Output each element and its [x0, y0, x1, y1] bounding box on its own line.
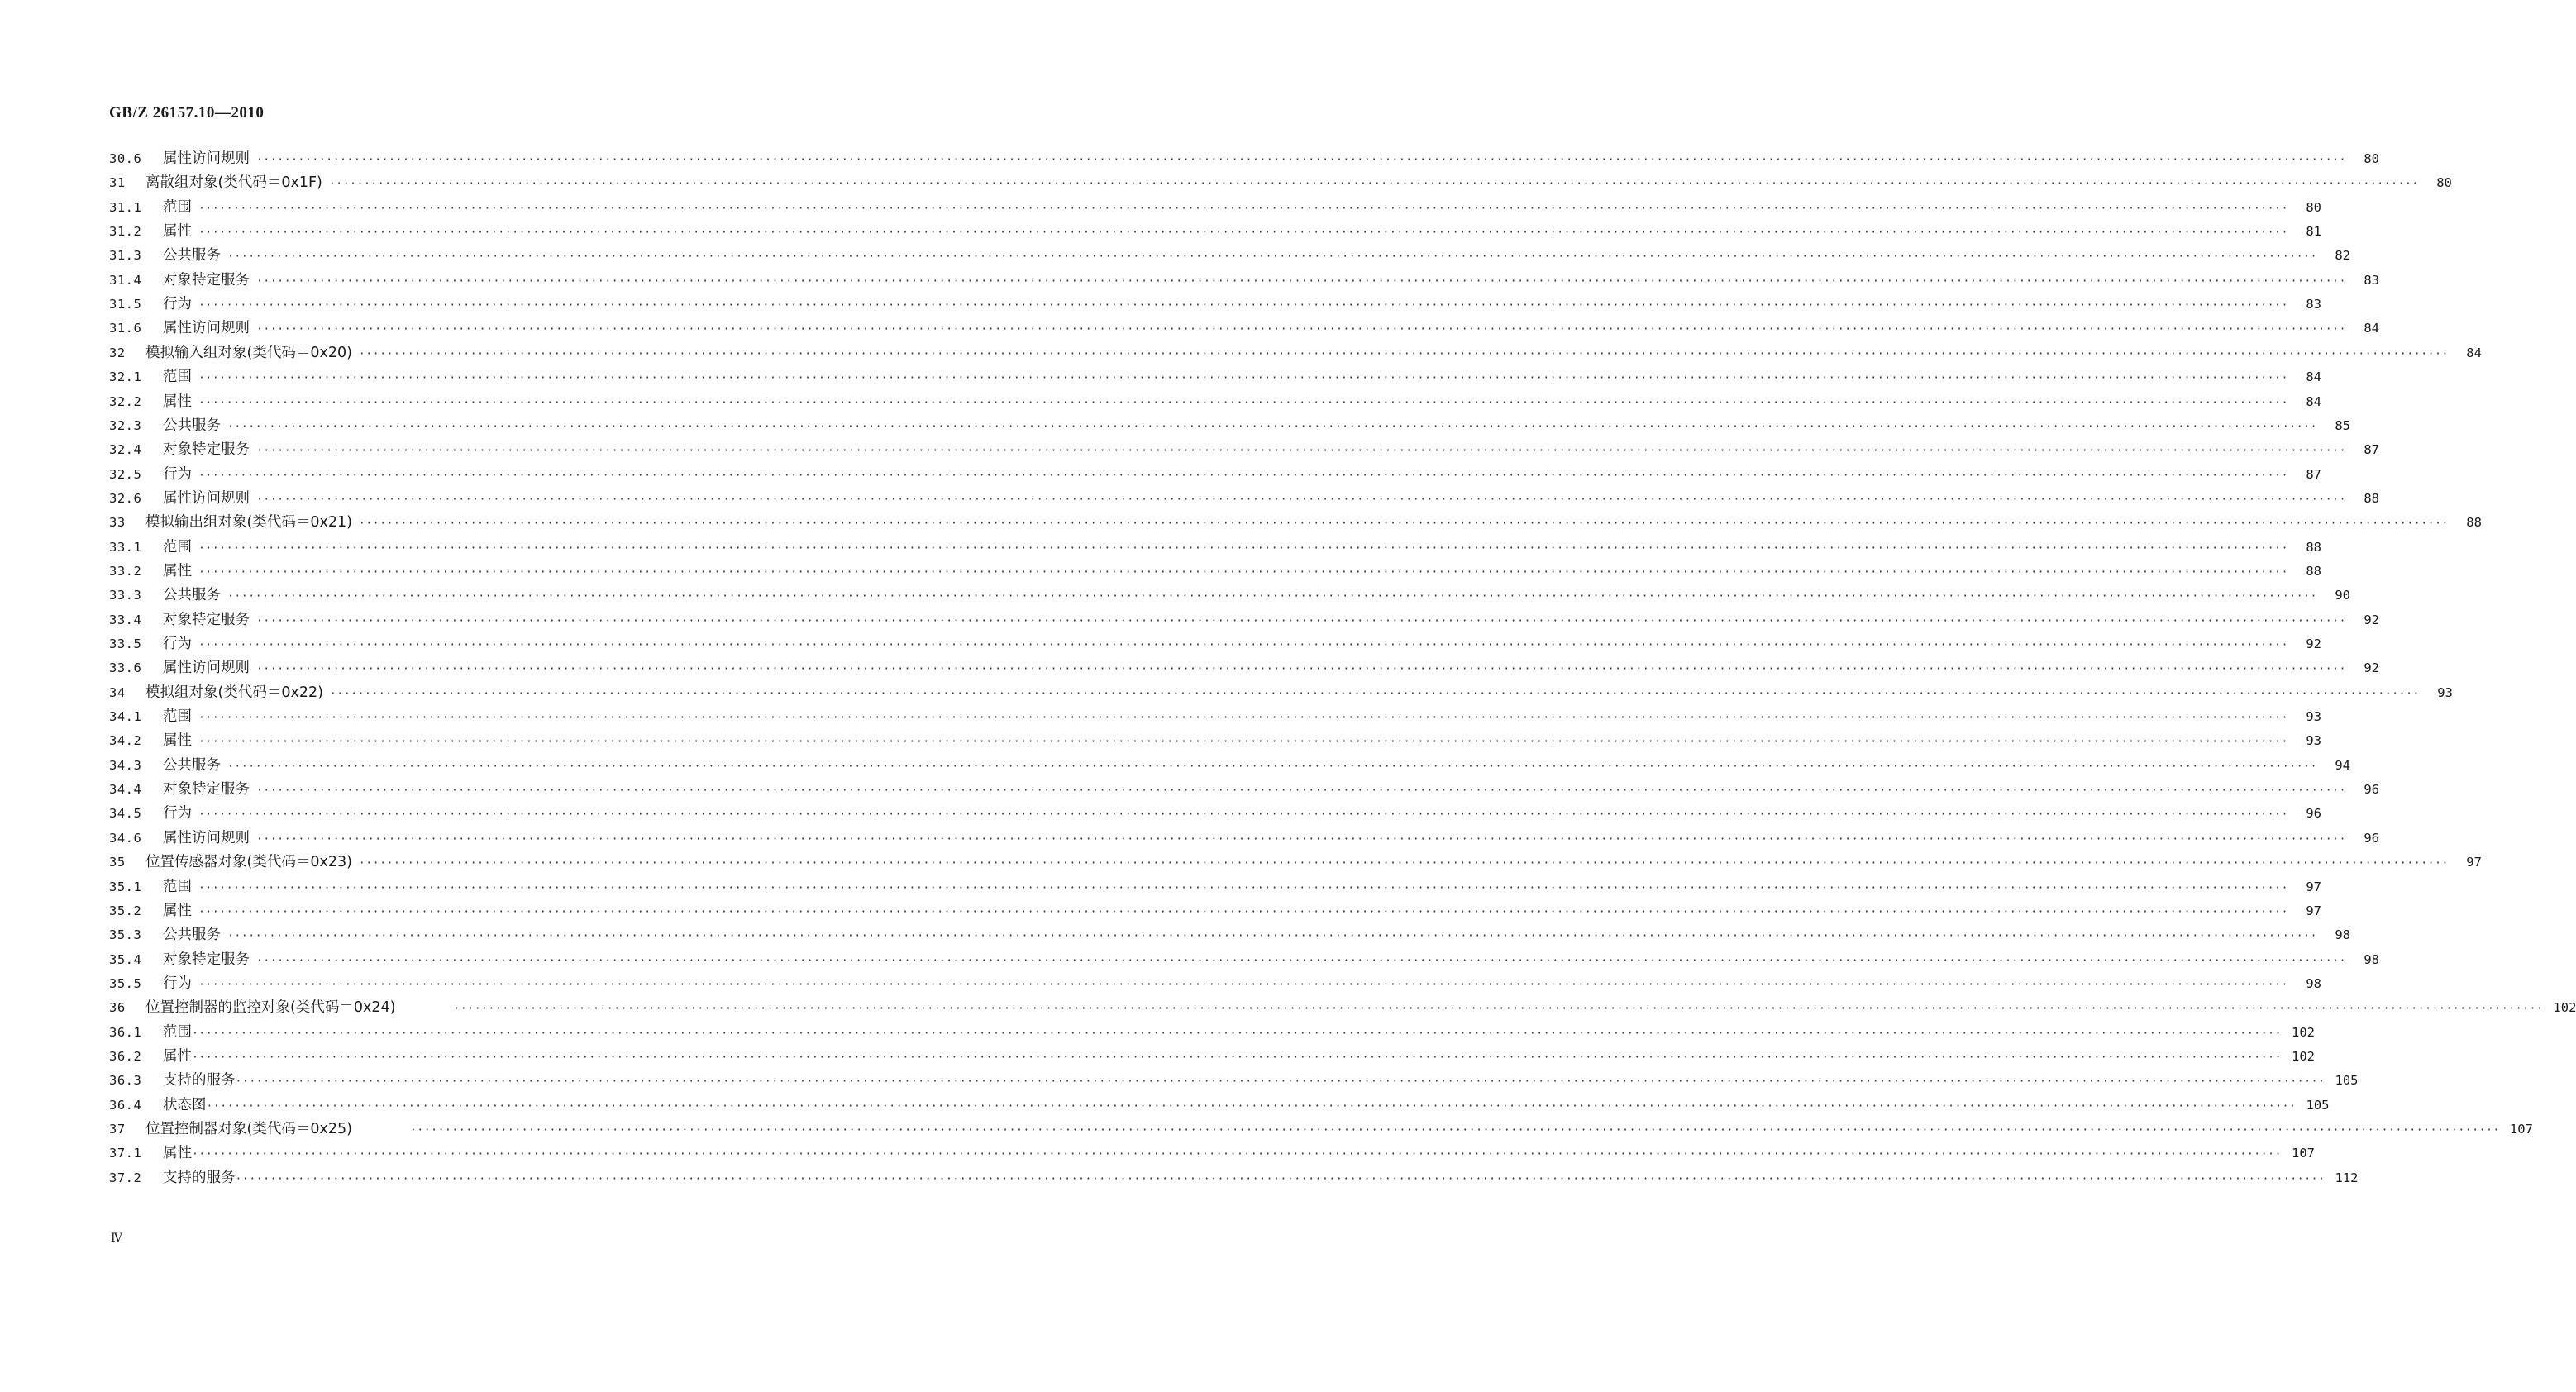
toc-dot-leader: ············································································································································································································································································································ — [192, 1027, 2282, 1040]
toc-entry-number: 34 — [109, 684, 126, 700]
toc-entry[interactable] — [109, 294, 2321, 314]
toc-entry-number: 34.1 — [109, 709, 142, 725]
toc-dot-leader: ············································································································································································································································································································ — [256, 493, 2346, 506]
toc-entry-title: 行为 — [163, 805, 192, 822]
toc-entry-number: 33.2 — [109, 563, 142, 579]
toc-entry-number: 34.5 — [109, 806, 142, 822]
toc-entry-number: 35.5 — [109, 975, 142, 991]
toc-entry[interactable] — [109, 683, 2453, 703]
toc-entry-title: 行为 — [163, 465, 192, 483]
toc-entry-title: 支持的服务 — [163, 1169, 236, 1186]
toc-dot-leader: ············································································································································································································································································································ — [256, 832, 2346, 846]
toc-entry-number: 33.6 — [109, 660, 142, 676]
toc-dot-leader: ············································································································································································································································································································ — [227, 590, 2317, 603]
toc-dot-leader: ············································································································································································································································································································ — [198, 469, 2288, 482]
toc-entry-title: 行为 — [163, 636, 192, 652]
toc-entry[interactable] — [109, 828, 2379, 848]
toc-entry[interactable] — [109, 198, 2321, 217]
toc-dot-leader: ············································································································································································································································································································ — [329, 687, 2420, 700]
toc-entry-page: 80 — [2436, 175, 2452, 191]
toc-entry-page: 93 — [2437, 684, 2453, 700]
toc-entry-title: 对象特定服务 — [163, 271, 250, 288]
toc-entry-number: 35.3 — [109, 927, 142, 943]
toc-entry-title: 对象特定服务 — [163, 951, 250, 968]
toc-entry-page: 93 — [2306, 733, 2321, 749]
toc-entry-page: 84 — [2306, 393, 2321, 409]
toc-dot-leader: ············································································································································································································································································································ — [198, 202, 2288, 215]
toc-entry-number: 32.1 — [109, 369, 142, 385]
toc-entry-title: 属性访问规则 — [163, 829, 250, 846]
toc-entry-number: 31.5 — [109, 297, 142, 312]
toc-dot-leader: ············································································································································································································································································································ — [198, 978, 2288, 991]
toc-entry-page: 98 — [2335, 927, 2350, 943]
toc-entry-title: 对象特定服务 — [163, 441, 250, 459]
toc-entry-page: 81 — [2306, 224, 2321, 240]
toc-dot-leader: ············································································································································································································································································································ — [256, 614, 2346, 627]
toc-entry-number: 36.3 — [109, 1073, 142, 1089]
toc-entry-page: 90 — [2335, 588, 2350, 603]
toc-entry[interactable] — [109, 658, 2379, 678]
toc-dot-leader: ············································································································································································································································································································ — [256, 954, 2346, 967]
toc-entry[interactable] — [109, 877, 2321, 897]
toc-entry[interactable] — [109, 901, 2321, 921]
toc-entry-title: 位置控制器对象(类代码＝0x25) — [145, 1121, 352, 1137]
toc-entry-title: 行为 — [163, 975, 192, 992]
toc-entry[interactable] — [109, 707, 2321, 727]
toc-entry-title: 公共服务 — [163, 587, 221, 604]
toc-entry-page: 98 — [2306, 975, 2321, 991]
toc-dot-leader: ············································································································································································································································································································ — [198, 736, 2288, 749]
toc-entry-number: 36.1 — [109, 1024, 142, 1040]
toc-entry[interactable] — [109, 440, 2379, 460]
toc-dot-leader: ············································································································································································································································································································ — [198, 396, 2288, 409]
toc-dot-leader: ············································································································································································································································································································ — [358, 347, 2449, 360]
toc-entry-title: 公共服务 — [163, 247, 221, 265]
toc-entry-title: 模拟组对象(类代码＝0x22) — [145, 684, 323, 701]
toc-entry-page: 80 — [2364, 151, 2379, 166]
toc-entry[interactable] — [109, 318, 2379, 338]
toc-entry-title: 属性 — [163, 562, 192, 579]
toc-dot-leader: ············································································································································································································································································································ — [358, 517, 2449, 531]
toc-entry-number: 34.2 — [109, 733, 142, 749]
toc-dot-leader: ············································································································································································································································································································ — [192, 1148, 2282, 1161]
toc-entry[interactable] — [109, 512, 2482, 532]
toc-entry-page: 84 — [2306, 369, 2321, 385]
toc-entry-number: 33.3 — [109, 588, 142, 603]
toc-entry-number: 36 — [109, 1000, 126, 1016]
toc-entry-title: 位置控制器的监控对象(类代码＝0x24) — [145, 999, 396, 1017]
toc-entry-number: 31.2 — [109, 224, 142, 240]
toc-entry-number: 31.1 — [109, 199, 142, 215]
toc-entry-title: 属性 — [163, 1047, 192, 1065]
toc-entry[interactable] — [109, 1023, 2315, 1042]
toc-entry[interactable] — [109, 974, 2321, 994]
toc-entry-title: 离散组对象(类代码＝0x1F) — [145, 174, 322, 192]
toc-entry-page: 94 — [2335, 757, 2350, 773]
toc-entry[interactable] — [109, 270, 2379, 290]
toc-entry-page: 107 — [2509, 1122, 2533, 1137]
toc-entry-title: 属性访问规则 — [163, 660, 250, 677]
toc-dot-leader: ············································································································································································································································································································ — [198, 565, 2288, 579]
toc-entry-number: 36.4 — [109, 1097, 142, 1113]
toc-dot-leader: ············································································································································································································································································································ — [358, 857, 2449, 870]
toc-entry-number: 30.6 — [109, 151, 142, 166]
toc-entry-title: 行为 — [163, 296, 192, 313]
toc-entry-page: 102 — [2292, 1024, 2315, 1040]
toc-entry-page: 85 — [2335, 417, 2350, 433]
toc-entry-title: 位置传感器对象(类代码＝0x23) — [145, 854, 352, 871]
toc-dot-leader: ············································································································································································································································································································ — [256, 445, 2346, 458]
toc-entry-page: 88 — [2364, 490, 2379, 506]
toc-entry-number: 33.1 — [109, 539, 142, 555]
toc-entry-title: 公共服务 — [163, 927, 221, 944]
toc-entry-page: 96 — [2306, 806, 2321, 822]
toc-entry-title: 属性 — [163, 902, 192, 919]
toc-entry-page: 82 — [2335, 248, 2350, 264]
toc-dot-leader: ············································································································································································································································································································ — [192, 1051, 2282, 1064]
toc-dot-leader: ············································································································································································································································································································ — [198, 905, 2288, 918]
toc-entry-number: 37.2 — [109, 1170, 142, 1185]
standard-header: GB/Z 26157.10—2010 — [109, 104, 265, 122]
toc-entry-number: 37 — [109, 1122, 126, 1137]
toc-entry-title: 模拟输出组对象(类代码＝0x21) — [145, 514, 352, 532]
toc-entry-number: 31.6 — [109, 321, 142, 336]
toc-entry-page: 88 — [2306, 539, 2321, 555]
toc-entry-page: 83 — [2306, 297, 2321, 312]
toc-entry-number: 31.3 — [109, 248, 142, 264]
toc-entry-number: 34.6 — [109, 830, 142, 846]
toc-entry-title: 模拟输入组对象(类代码＝0x20) — [145, 344, 352, 361]
toc-entry[interactable] — [109, 222, 2321, 241]
toc-dot-leader: ············································································································································································································································································································ — [198, 299, 2288, 312]
toc-dot-leader: ············································································································································································································································································································ — [227, 250, 2317, 264]
toc-entry[interactable] — [109, 489, 2379, 508]
toc-entry[interactable] — [109, 1070, 2359, 1090]
toc-entry[interactable] — [109, 610, 2379, 630]
toc-entry-page: 97 — [2466, 855, 2482, 870]
toc-entry[interactable] — [109, 367, 2321, 387]
toc-entry[interactable] — [109, 925, 2350, 945]
toc-entry-number: 33 — [109, 515, 126, 531]
toc-entry[interactable] — [109, 392, 2321, 412]
toc-entry-number: 32.4 — [109, 442, 142, 458]
toc-entry-page: 83 — [2364, 272, 2379, 288]
toc-entry[interactable] — [109, 998, 2576, 1018]
toc-entry-number: 32 — [109, 345, 126, 360]
toc-entry-title: 属性访问规则 — [163, 150, 250, 167]
toc-entry[interactable] — [109, 465, 2321, 484]
toc-dot-leader: ············································································································································································································································································································ — [453, 1003, 2544, 1016]
toc-entry-page: 107 — [2292, 1146, 2315, 1161]
toc-entry-number: 37.1 — [109, 1146, 142, 1161]
toc-entry[interactable] — [109, 149, 2379, 169]
toc-dot-leader: ············································································································································································································································································································ — [227, 760, 2317, 773]
toc-entry[interactable] — [109, 950, 2379, 970]
toc-entry[interactable] — [109, 246, 2350, 265]
toc-entry-title: 范围 — [163, 538, 192, 555]
toc-entry-page: 93 — [2306, 709, 2321, 725]
toc-entry-page: 88 — [2466, 515, 2482, 531]
toc-entry-title: 支持的服务 — [163, 1072, 236, 1089]
toc-entry-page: 84 — [2466, 345, 2482, 360]
toc-entry[interactable] — [109, 537, 2321, 557]
toc-dot-leader: ············································································································································································································································································································ — [256, 663, 2346, 676]
toc-dot-leader: ············································································································································································································································································································ — [198, 372, 2288, 385]
toc-dot-leader: ············································································································································································································································································································ — [409, 1124, 2500, 1137]
toc-entry-number: 32.6 — [109, 490, 142, 506]
toc-entry-title: 属性 — [163, 223, 192, 241]
toc-entry[interactable] — [109, 852, 2482, 872]
toc-entry[interactable] — [109, 731, 2321, 751]
toc-entry-number: 35.4 — [109, 951, 142, 967]
toc-entry[interactable] — [109, 1095, 2330, 1115]
toc-dot-leader: ············································································································································································································································································································ — [198, 541, 2288, 555]
toc-entry-page: 105 — [2306, 1097, 2330, 1113]
toc-entry[interactable] — [109, 416, 2350, 436]
toc-entry-page: 97 — [2306, 903, 2321, 918]
toc-entry[interactable] — [109, 1143, 2315, 1163]
toc-entry-number: 32.5 — [109, 466, 142, 482]
toc-entry-number: 35.1 — [109, 879, 142, 894]
toc-entry[interactable] — [109, 1168, 2359, 1188]
toc-dot-leader: ············································································································································································································································································································ — [256, 323, 2346, 336]
toc-entry-title: 公共服务 — [163, 417, 221, 434]
toc-entry-number: 35 — [109, 855, 126, 870]
toc-entry-number: 34.3 — [109, 757, 142, 773]
toc-dot-leader: ············································································································································································································································································································ — [198, 712, 2288, 725]
toc-entry-number: 33.5 — [109, 636, 142, 651]
toc-entry-page: 92 — [2364, 660, 2379, 676]
toc-entry[interactable] — [109, 343, 2482, 363]
toc-entry-number: 33.4 — [109, 612, 142, 627]
toc-entry-page: 97 — [2306, 879, 2321, 894]
toc-entry-number: 35.2 — [109, 903, 142, 918]
page-number: Ⅳ — [111, 1232, 122, 1245]
toc-entry-page: 98 — [2364, 951, 2379, 967]
toc-dot-leader: ············································································································································································································································································································ — [256, 784, 2346, 798]
toc-entry-page: 92 — [2364, 612, 2379, 627]
toc-dot-leader: ············································································································································································································································································································ — [235, 1172, 2326, 1185]
toc-dot-leader: ············································································································································································································································································································ — [235, 1075, 2326, 1089]
toc-dot-leader: ············································································································································································································································································································ — [198, 226, 2288, 240]
toc-entry-page: 102 — [2292, 1048, 2315, 1064]
toc-entry-title: 属性访问规则 — [163, 320, 250, 337]
toc-entry-number: 32.2 — [109, 393, 142, 409]
toc-entry-number: 31 — [109, 175, 126, 191]
toc-entry-title: 属性访问规则 — [163, 489, 250, 507]
toc-entry-title: 范围 — [163, 1023, 192, 1041]
toc-dot-leader: ············································································································································································································································································································ — [198, 808, 2288, 822]
toc-entry-title: 属性 — [163, 732, 192, 750]
toc-entry-page: 87 — [2306, 466, 2321, 482]
toc-entry[interactable] — [109, 634, 2321, 654]
toc-entry[interactable] — [109, 803, 2321, 823]
toc-entry-number: 32.3 — [109, 417, 142, 433]
toc-entry[interactable] — [109, 1119, 2533, 1139]
toc-dot-leader: ············································································································································································································································································································ — [198, 639, 2288, 651]
toc-dot-leader: ············································································································································································································································································································ — [227, 420, 2317, 433]
toc-entry-number: 36.2 — [109, 1048, 142, 1064]
toc-entry-title: 对象特定服务 — [163, 611, 250, 628]
toc-entry-page: 105 — [2335, 1073, 2359, 1089]
toc-entry-page: 87 — [2364, 442, 2379, 458]
toc-entry-title: 范围 — [163, 708, 192, 726]
toc-entry-title: 范围 — [163, 369, 192, 386]
toc-entry-title: 范围 — [163, 878, 192, 895]
toc-entry[interactable] — [109, 1046, 2315, 1066]
toc-entry-page: 92 — [2306, 636, 2321, 651]
toc-dot-leader: ············································································································································································································································································································ — [328, 178, 2419, 191]
toc-dot-leader: ············································································································································································································································································································ — [198, 881, 2288, 894]
toc-entry-number: 34.4 — [109, 782, 142, 798]
toc-entry-title: 范围 — [163, 198, 192, 216]
toc-entry[interactable] — [109, 561, 2321, 581]
toc-dot-leader: ············································································································································································································································································································ — [256, 274, 2346, 288]
toc-dot-leader: ············································································································································································································································································································ — [256, 154, 2346, 166]
toc-entry[interactable] — [109, 756, 2350, 775]
toc-entry-page: 102 — [2553, 1000, 2576, 1016]
toc-entry-title: 属性 — [163, 393, 192, 410]
toc-entry-title: 公共服务 — [163, 756, 221, 774]
toc-dot-leader: ············································································································································································································································································································ — [206, 1099, 2297, 1113]
toc-entry-title: 属性 — [163, 1145, 192, 1162]
toc-entry[interactable] — [109, 173, 2452, 193]
toc-entry-page: 84 — [2364, 321, 2379, 336]
toc-entry-title: 状态图 — [163, 1096, 207, 1113]
toc-entry-page: 96 — [2364, 830, 2379, 846]
toc-dot-leader: ············································································································································································································································································································ — [227, 930, 2317, 943]
toc-entry[interactable] — [109, 779, 2379, 799]
toc-entry-page: 96 — [2364, 782, 2379, 798]
toc-entry-page: 112 — [2335, 1170, 2359, 1185]
toc-entry-page: 80 — [2306, 199, 2321, 215]
toc-entry[interactable] — [109, 585, 2350, 605]
toc-entry-title: 对象特定服务 — [163, 781, 250, 798]
toc-entry-number: 31.4 — [109, 272, 142, 288]
toc-entry-page: 88 — [2306, 563, 2321, 579]
